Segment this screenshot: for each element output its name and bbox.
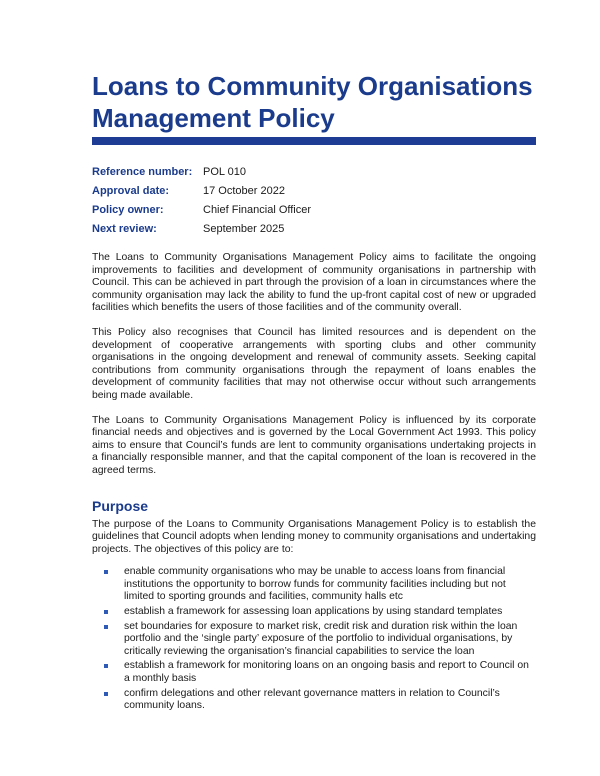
title-divider xyxy=(92,137,536,145)
meta-label: Reference number: xyxy=(92,166,193,178)
meta-value: Chief Financial Officer xyxy=(203,204,312,216)
meta-row-approval-date xyxy=(92,182,536,201)
intro-paragraph-2: This Policy also recognises that Council has limited resources and is dependent on the development of cooperative arrangements with sporting clubs and other community organisations in the ongoing development and renewal of community assets. Seeking capital contributions from community organisations through the repayment of loans enables the development of community facilities that may not otherwise occur without such arrangements being made available. xyxy=(92,326,536,401)
title-line-1: Loans to Community Organisations xyxy=(92,71,533,101)
list-item-text: confirm delegations and other relevant governance matters in relation to Council’s community loans. xyxy=(124,687,500,712)
meta-row-reference xyxy=(92,163,536,182)
list-item xyxy=(92,688,536,713)
meta-label: Next review: xyxy=(92,223,157,235)
bullet-square-icon xyxy=(104,692,108,696)
meta-label: Policy owner: xyxy=(92,204,164,216)
document-body xyxy=(92,252,536,715)
meta-label: Approval date: xyxy=(92,185,170,197)
title-line-2: Management Policy xyxy=(92,103,335,133)
intro-paragraph-3: The Loans to Community Organisations Management Policy is influenced by its corporate financial needs and objectives and is governed by the Local Government Act 1993. This policy aims to ensure that Council’s funds are lent to community organisations undertaking projects in a financially responsible manner, and that the capital component of the loan is recovered in the agreed terms. xyxy=(92,414,536,476)
objectives-list xyxy=(92,566,536,713)
document-title xyxy=(92,70,552,134)
bullet-square-icon xyxy=(104,570,108,574)
meta-value: September 2025 xyxy=(203,223,285,235)
document-metadata xyxy=(92,163,536,239)
bullet-square-icon xyxy=(104,610,108,614)
list-item-text: establish a framework for assessing loan applications by using standard templates xyxy=(124,606,503,618)
list-item xyxy=(92,660,536,685)
purpose-paragraph: The purpose of the Loans to Community Organisations Management Policy is to establish the guidelines that Council adopts when lending money to community organisations and undertaking projects. The objectives of this policy are to: xyxy=(92,518,536,555)
list-item xyxy=(92,621,536,659)
list-item-text: enable community organisations who may be unable to access loans from financial institutions the opportunity to borrow funds for community facilities including but not limited to sporting grounds and facilities, community halls etc xyxy=(124,566,506,603)
meta-value: POL 010 xyxy=(203,166,247,178)
list-item xyxy=(92,566,536,604)
list-item xyxy=(92,606,536,619)
meta-row-next-review xyxy=(92,220,536,239)
list-item-text: set boundaries for exposure to market risk, credit risk and duration risk within the loan portfolio and the ‘single party’ exposure of the portfolio to individual organisations, by critically reviewing the organisation’s financial capabilities to service the loan xyxy=(124,620,518,657)
list-item-text: establish a framework for monitoring loans on an ongoing basis and report to Council on a monthly basis xyxy=(124,660,529,685)
bullet-square-icon xyxy=(104,625,108,629)
meta-value: 17 October 2022 xyxy=(203,185,285,197)
bullet-square-icon xyxy=(104,664,108,668)
purpose-heading: Purpose xyxy=(92,497,149,514)
intro-paragraph-1: The Loans to Community Organisations Management Policy aims to facilitate the ongoing improvements to facilities and development of community organisations in partnership with Council. This can be achieved in part through the provision of a loan in circumstances where the community organisation may lack the ability to fund the up-front capital cost of new or upgraded facilities which benefits the users of those facilities and of the community overall. xyxy=(92,252,536,314)
meta-row-policy-owner xyxy=(92,201,536,220)
